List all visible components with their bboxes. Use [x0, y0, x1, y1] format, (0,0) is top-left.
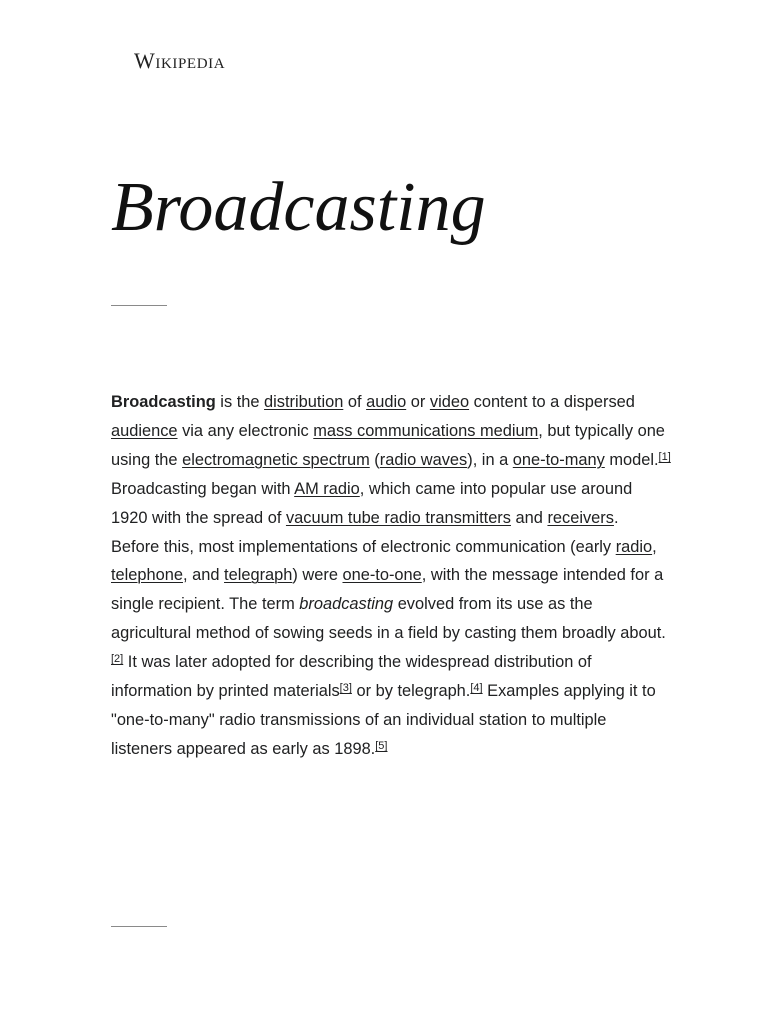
body-text: or — [406, 393, 430, 411]
link-one-to-one[interactable]: one-to-one — [342, 566, 422, 585]
body-text: Examples applying it to "one-to-many" radio transmissions of an individual station to multiple listeners appeared as early as 1898. — [111, 682, 656, 758]
reference-link[interactable]: [4] — [470, 682, 483, 695]
reference-3[interactable] — [340, 682, 352, 694]
body-text: content to a dispersed — [469, 393, 635, 411]
wikipedia-wordmark[interactable]: Wikipedia — [134, 48, 226, 73]
reference-link[interactable]: [3] — [339, 682, 352, 695]
link-one-to-many[interactable]: one-to-many — [512, 450, 605, 469]
reference-link[interactable]: [5] — [375, 739, 388, 752]
link-am-radio[interactable]: AM radio — [294, 479, 360, 498]
link-radio-waves[interactable]: radio waves — [379, 450, 468, 469]
body-text: is the — [215, 393, 265, 411]
body-text: or by telegraph. — [351, 682, 471, 701]
body-text: model. — [604, 450, 659, 469]
reference-link[interactable]: [1] — [658, 450, 671, 463]
title-divider — [111, 305, 167, 306]
reference-2[interactable] — [111, 653, 123, 665]
link-electromagnetic-spectrum[interactable]: electromagnetic spectrum — [182, 450, 370, 469]
link-vacuum-tube-radio-transmitters[interactable]: vacuum tube radio transmitters — [285, 508, 511, 527]
link-radio[interactable]: radio — [615, 537, 653, 556]
body-text: of — [343, 393, 367, 411]
reference-1[interactable] — [659, 451, 671, 463]
body-text: , but typically one using the — [111, 421, 665, 469]
body-text: ( — [369, 450, 380, 469]
reference-5[interactable] — [375, 740, 387, 752]
body-text: . Before this, most implementations of electronic communication (early — [111, 508, 619, 556]
body-text: Broadcasting began with — [111, 479, 295, 498]
page-title: Broadcasting — [111, 169, 486, 246]
link-audience[interactable]: audience — [111, 421, 178, 440]
body-text: , and — [183, 566, 225, 585]
link-receivers[interactable]: receivers — [547, 508, 614, 527]
link-distribution[interactable]: distribution — [264, 393, 344, 411]
link-audio[interactable]: audio — [366, 393, 407, 411]
term-broadcasting: broadcasting — [299, 595, 394, 614]
link-video[interactable]: video — [429, 393, 470, 411]
body-text: , with the message intended for a single recipient. The term — [111, 566, 664, 614]
reference-4[interactable] — [470, 682, 482, 694]
body-text: ) were — [292, 566, 343, 585]
body-text: , which came into popular use around 1920 with the spread of — [111, 479, 633, 527]
body-text: via any electronic — [177, 421, 314, 440]
link-telephone[interactable]: telephone — [111, 566, 184, 585]
body-text: and — [510, 508, 548, 527]
article-subject: Broadcasting — [111, 393, 216, 411]
body-text: It was later adopted for describing the widespread distribution of information by printed materials — [111, 653, 592, 701]
article-lead-paragraph — [111, 388, 671, 764]
link-mass-communications-medium[interactable]: mass communications medium — [313, 421, 539, 440]
section-divider — [111, 926, 167, 927]
body-text: ), in a — [467, 450, 513, 469]
body-text: evolved from its use as the agricultural method of sowing seeds in a field by casting them broadly about. — [111, 595, 666, 643]
reference-link[interactable]: [2] — [111, 653, 124, 666]
link-telegraph[interactable]: telegraph — [224, 566, 293, 585]
body-text: , — [652, 537, 657, 556]
